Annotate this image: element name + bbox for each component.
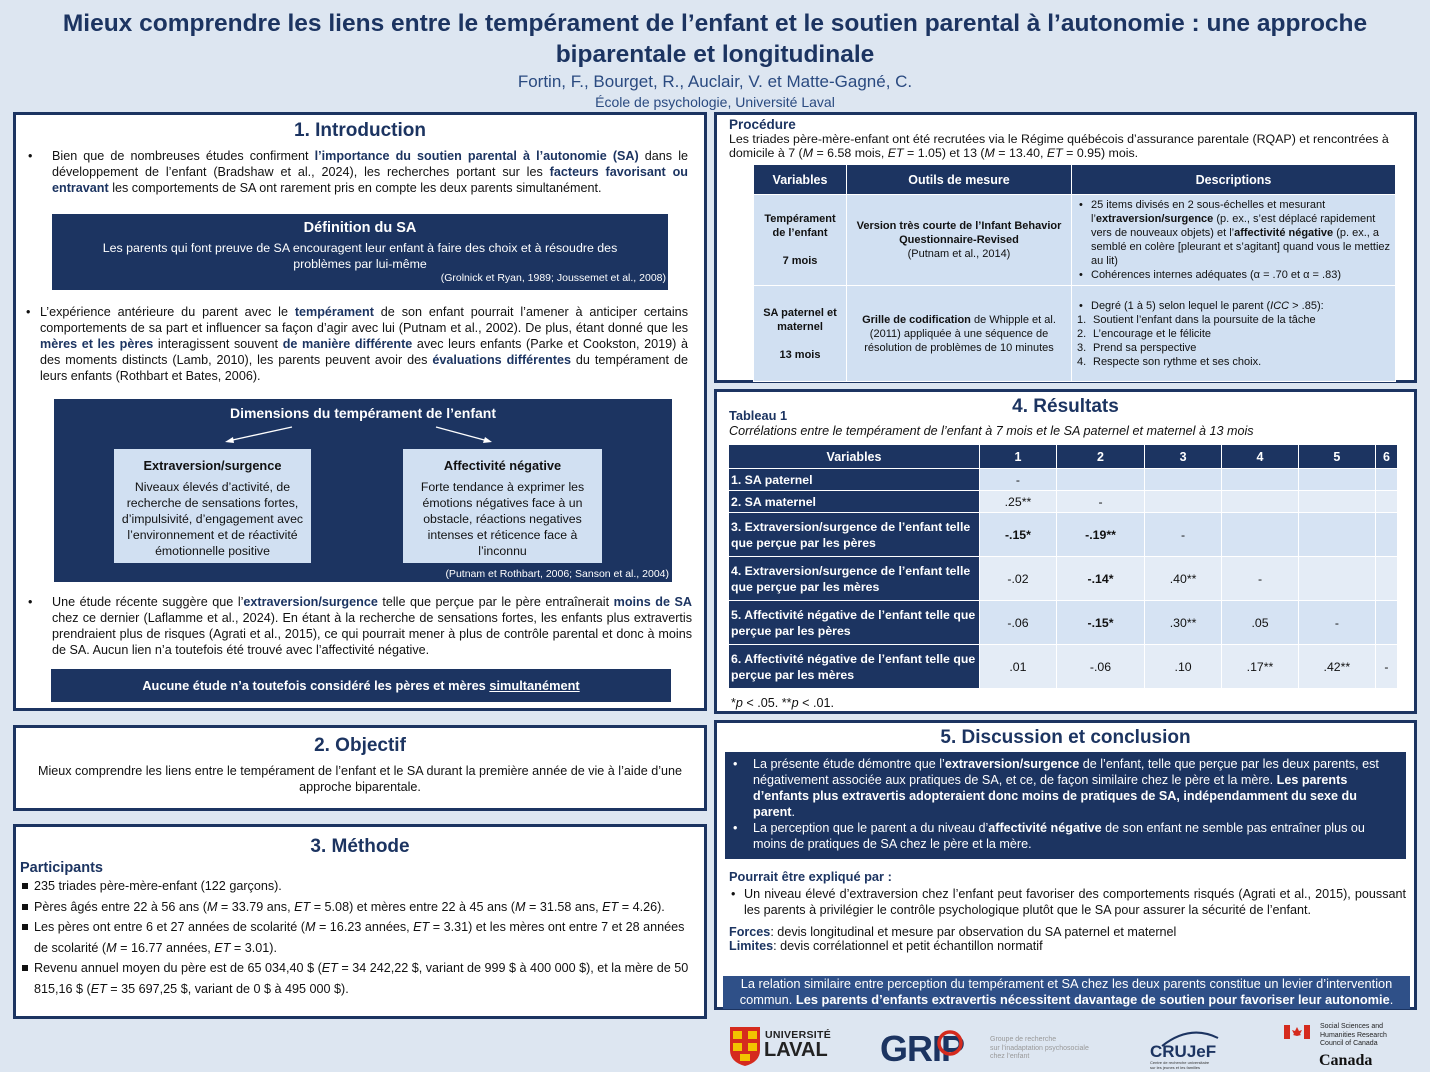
table-note: *p < .05. **p < .01. xyxy=(731,696,834,710)
table-caption: Corrélations entre le tempérament de l’enfant à 7 mois et le SA paternel et maternel à 13 mois xyxy=(729,424,1254,438)
correlation-cell: .10 xyxy=(1145,645,1222,689)
correlation-cell: - xyxy=(1056,491,1144,513)
correlation-cell: - xyxy=(1145,513,1222,557)
definition-text: Les parents qui font preuve de SA encouragent leur enfant à faire des choix et à résoudre des problèmes par lui-même xyxy=(102,241,618,271)
procedure-text: Les triades père-mère-enfant ont été recrutées via le Régime québécois d’assurance parentale (RQAP) et rencontrées à domicile à 7 (M = 6.58 mois, ET = 1.05) et 13 (M = 13.40, ET = 0.95) mois. xyxy=(729,132,1389,160)
correlation-cell: -.06 xyxy=(980,601,1057,645)
results-row xyxy=(729,645,1398,689)
discussion-bullet: • La perception que le parent a du niveau d’affectivité négative de son enfant ne semble pas entraîner plus ou moins de pratiques de SA chez le père et la mère. xyxy=(731,820,1396,852)
title-line-2: biparentale et longitudinale xyxy=(555,41,875,68)
correlation-cell xyxy=(1145,491,1222,513)
extraversion-title: Extraversion/surgence xyxy=(143,458,282,473)
crujef-subtitle: Centre de recherche universitaire sur les jeunes et les familles xyxy=(1150,1060,1210,1070)
correlation-cell: .25** xyxy=(980,491,1057,513)
table-label: Tableau 1 xyxy=(729,408,788,423)
methode-panel xyxy=(13,824,707,1019)
explique-bullet: • Un niveau élevé d’extraversion chez l’enfant peut favoriser des comportements risqués (Agrati et al., 2015), poussant les parents à privilégier le contrôle psychologique plutôt que le SA pour assurer la sécurité de l’enfant. xyxy=(729,886,1406,918)
intro-bullet-1: • Bien que de nombreuses études confirment l’importance du soutien parental à l’autonomie (SA) dans le développement de l’enfant (Bradshaw et al., 2024), les recherches portant sur les facteurs favorisant ou entravant les comportements de SA ont rarement pris en compte les deux parents simultanément. xyxy=(26,148,688,196)
results-row xyxy=(729,469,1398,491)
procedure-desc-cell: • 25 items divisés en 2 sous-échelles et mesurant l’extraversion/surgence (p. ex., s’est déplacé rapidement vers de nouveaux objets) et l’affectivité négative (p. ex., a semblé en colère [pleurant et s’agitant] quand vous le mettiez au lit) • Cohérences internes adéquates (α = .70 et α = .83) xyxy=(1072,195,1396,286)
participants-list xyxy=(20,876,698,999)
correlation-cell: -.19** xyxy=(1056,513,1144,557)
correlation-cell xyxy=(1375,513,1397,557)
procedure-panel xyxy=(714,112,1417,383)
intro-bullet-3: • Une étude récente suggère que l’extraversion/surgence telle que perçue par le père entraînerait moins de SA chez ce dernier (Laflamme et al., 2024). En étant à la recherche de sensations fortes, les enfants plus extravertis prendraient plus de risques (Agrati et al., 2015), ce qui pourrait mener à plus de contrôle parental et donc à moins de SA. Aucun lien n’a toutefois été trouvé avec l’affectivité négative. xyxy=(26,594,692,658)
col-header: 2 xyxy=(1056,445,1144,469)
header-descriptions: Descriptions xyxy=(1072,165,1396,195)
grip-logo xyxy=(880,1030,1095,1070)
procedure-header-row xyxy=(754,165,1396,195)
correlation-cell xyxy=(1375,601,1397,645)
correlation-cell: .05 xyxy=(1222,601,1299,645)
grip-wordmark: GRIP xyxy=(880,1028,965,1069)
definition-box xyxy=(52,214,668,290)
correlation-cell xyxy=(1222,513,1299,557)
row-label: 3. Extraversion/surgence de l’enfant telle que perçue par les pères xyxy=(729,513,980,557)
procedure-subtitle: Procédure xyxy=(729,117,796,132)
correlation-cell xyxy=(1056,469,1144,491)
correlation-cell xyxy=(1222,491,1299,513)
correlation-cell xyxy=(1375,469,1397,491)
results-row xyxy=(729,601,1398,645)
correlation-cell: .40** xyxy=(1145,557,1222,601)
authors: Fortin, F., Bourget, R., Auclair, V. et Matte-Gagné, C. xyxy=(517,72,913,91)
correlation-cell: -.15* xyxy=(980,513,1057,557)
sshrc-text: Social Sciences and Humanities Research Council of Canada xyxy=(1320,1023,1387,1047)
row-label: 5. Affectivité négative de l’enfant telle que perçue par les pères xyxy=(729,601,980,645)
grip-mark-icon xyxy=(937,1030,963,1056)
affiliation: École de psychologie, Université Laval xyxy=(595,94,835,110)
dimensions-title: Dimensions du tempérament de l’enfant xyxy=(229,405,497,421)
participants-item: Pères âgés entre 22 à 56 ans (M = 33.79 ans, ET = 5.08) et mères entre 22 à 45 ans (M = 31.58 ans, ET = 4.26). xyxy=(20,897,698,918)
introduction-panel xyxy=(13,112,707,711)
results-table xyxy=(728,444,1398,689)
results-row xyxy=(729,557,1398,601)
laval-crest-icon xyxy=(729,1026,761,1066)
limites: Limites: devis corrélationnel et petit échantillon normatif xyxy=(729,939,1043,953)
objectif-panel xyxy=(13,725,707,811)
correlation-cell xyxy=(1222,469,1299,491)
correlation-cell: -.02 xyxy=(980,557,1057,601)
resultats-panel xyxy=(714,389,1417,714)
extraversion-text: Niveaux élevés d’activité, de recherche de sensations fortes, d’impulsivité, d’engagement avec l’environnement et de réactivité émotionnelle positive xyxy=(121,480,304,558)
temperament-dimensions-box xyxy=(54,399,672,582)
intro-bullet-2: • L’expérience antérieure du parent avec le tempérament de son enfant pourrait l’amener à anticiper certains comportements de sa part et influencer sa façon d’agir avec lui (Putnam et al., 2002). De plus, étant donné que les mères et les pères interagissent souvent de manière différente avec leurs enfants (Parke et Cookston, 2019) à des moments distincts (Lamb, 2010), les parents peuvent avoir des évaluations différentes du tempérament de leurs enfants (Rothbart et Bates, 2006). xyxy=(24,304,688,384)
correlation-cell: .30** xyxy=(1145,601,1222,645)
correlation-cell: .01 xyxy=(980,645,1057,689)
row-label: 2. SA maternel xyxy=(729,491,980,513)
correlation-cell: .42** xyxy=(1298,645,1375,689)
discussion-box xyxy=(725,752,1406,859)
correlation-cell xyxy=(1145,469,1222,491)
col-header: 3 xyxy=(1145,445,1222,469)
introduction-title: 1. Introduction xyxy=(294,120,426,141)
intro-banner: Aucune étude n’a toutefois considéré les pères et mères simultanément xyxy=(51,669,671,702)
discussion-title: 5. Discussion et conclusion xyxy=(940,727,1191,748)
correlation-cell: - xyxy=(1222,557,1299,601)
correlation-cell: -.06 xyxy=(1056,645,1144,689)
participants-subtitle: Participants xyxy=(20,860,103,876)
definition-ref: (Grolnick et Ryan, 1989; Joussemet et al., 2008) xyxy=(440,272,666,284)
dimensions-ref: (Putnam et Rothbart, 2006; Sanson et al., 2004) xyxy=(445,568,669,580)
discussion-bullet: • La présente étude démontre que l’extraversion/surgence de l’enfant, telle que perçue par les deux parents, est négativement associée aux pratiques de SA, et ce, de façon similaire chez le père et la mère. Les parents d’enfants plus extravertis adopteraient donc moins de pratiques de SA, indépendamment du sexe du parent. xyxy=(731,756,1396,820)
forces: Forces: devis longitudinal et mesure par observation du SA paternel et maternel xyxy=(729,925,1177,939)
poster-title xyxy=(0,0,1430,70)
correlation-cell xyxy=(1375,557,1397,601)
col-header: Variables xyxy=(729,445,980,469)
canada-wordmark: Canada xyxy=(1319,1052,1373,1069)
procedure-row xyxy=(754,286,1396,382)
laval-bottom: LAVAL xyxy=(764,1039,828,1061)
definition-title: Définition du SA xyxy=(303,220,417,236)
correlation-cell: - xyxy=(1298,601,1375,645)
participants-item: Les pères ont entre 6 et 27 années de scolarité (M = 16.23 années, ET = 3.31) et les mères ont entre 7 et 28 années de scolarité (M = 16.77 années, ET = 3.01). xyxy=(20,917,698,958)
results-row xyxy=(729,491,1398,513)
correlation-cell: -.14* xyxy=(1056,557,1144,601)
correlation-cell xyxy=(1375,491,1397,513)
negative-affect-text: Forte tendance à exprimer les émotions négatives face à un obstacle, réactions negatives intenses et réticence face à l’inconnu xyxy=(420,480,585,558)
correlation-cell: - xyxy=(980,469,1057,491)
negative-affect-title: Affectivité négative xyxy=(443,458,562,473)
col-header: 4 xyxy=(1222,445,1299,469)
participants-item: Revenu annuel moyen du père est de 65 034,40 $ (ET = 34 242,22 $, variant de 999 $ à 400 000 $), et la mère de 50 815,16 $ (ET = 35 697,25 $, variant de 0 $ à 495 000 $). xyxy=(20,958,698,999)
procedure-var-cell: Tempérament de l’enfant 7 mois xyxy=(754,195,847,286)
discussion-panel xyxy=(714,720,1417,1010)
extraversion-card xyxy=(114,449,311,563)
laval-top: UNIVERSITÉ xyxy=(765,1029,832,1041)
resultats-title: 4. Résultats xyxy=(1012,396,1119,417)
laval-logo xyxy=(729,1026,832,1068)
procedure-desc-cell: • Degré (1 à 5) selon lequel le parent (ICC > .85): 1. Soutient l’enfant dans la poursuite de la tâche 2. L’encourage et le félicite 3. Prend sa perspective 4. Respecte son rythme et ses choix. xyxy=(1072,286,1396,382)
col-header: 5 xyxy=(1298,445,1375,469)
objectif-text: Mieux comprendre les liens entre le tempérament de l’enfant et le SA durant la première année de vie à l’aide d’une approche biparentale. xyxy=(37,764,683,794)
methode-title: 3. Méthode xyxy=(310,836,410,857)
correlation-cell xyxy=(1298,513,1375,557)
sshrc-logo xyxy=(1284,1022,1394,1070)
poster-header xyxy=(0,0,1430,110)
procedure-row xyxy=(754,195,1396,286)
row-label: 6. Affectivité négative de l’enfant telle que perçue par les mères xyxy=(729,645,980,689)
correlation-cell: -.15* xyxy=(1056,601,1144,645)
col-header: 6 xyxy=(1375,445,1397,469)
row-label: 4. Extraversion/surgence de l’enfant telle que perçue par les mères xyxy=(729,557,980,601)
grip-subtitle: Groupe de recherche sur l’inadaptation psychosociale chez l’enfant xyxy=(990,1036,1089,1060)
col-header: 1 xyxy=(980,445,1057,469)
crujef-wordmark: CRUJeF xyxy=(1150,1042,1217,1061)
canada-flag-icon xyxy=(1284,1025,1310,1039)
correlation-cell xyxy=(1298,469,1375,491)
correlation-cell: - xyxy=(1375,645,1397,689)
procedure-table xyxy=(753,164,1396,382)
conclusion-box: La relation similaire entre perception du tempérament et SA chez les deux parents constitue un levier d’intervention commun. Les parents d’enfants extravertis nécessitent davantage de soutien pour favoriser leur autonomie. xyxy=(723,976,1410,1009)
crujef-logo xyxy=(1144,1028,1234,1070)
title-line-1: Mieux comprendre les liens entre le tempérament de l’enfant et le soutien parental à l’autonomie : une approche xyxy=(62,10,1368,37)
correlation-cell: .17** xyxy=(1222,645,1299,689)
negative-affect-card xyxy=(403,449,602,563)
results-row xyxy=(729,513,1398,557)
procedure-var-cell: SA paternel et maternel 13 mois xyxy=(754,286,847,382)
correlation-cell xyxy=(1298,491,1375,513)
procedure-tool-cell: Grille de codification de Whipple et al. (2011) appliquée à une séquence de résolution de problèmes de 10 minutes xyxy=(847,286,1072,382)
header-outils: Outils de mesure xyxy=(847,165,1072,195)
procedure-tool-cell: Version très courte de l’Infant Behavior Questionnaire-Revised (Putnam et al., 2014) xyxy=(847,195,1072,286)
explique-title: Pourrait être expliqué par : xyxy=(729,869,892,884)
row-label: 1. SA paternel xyxy=(729,469,980,491)
participants-item: 235 triades père-mère-enfant (122 garçons). xyxy=(20,876,698,897)
results-header-row xyxy=(729,445,1398,469)
correlation-cell xyxy=(1298,557,1375,601)
header-variables: Variables xyxy=(754,165,847,195)
objectif-title: 2. Objectif xyxy=(314,735,406,756)
